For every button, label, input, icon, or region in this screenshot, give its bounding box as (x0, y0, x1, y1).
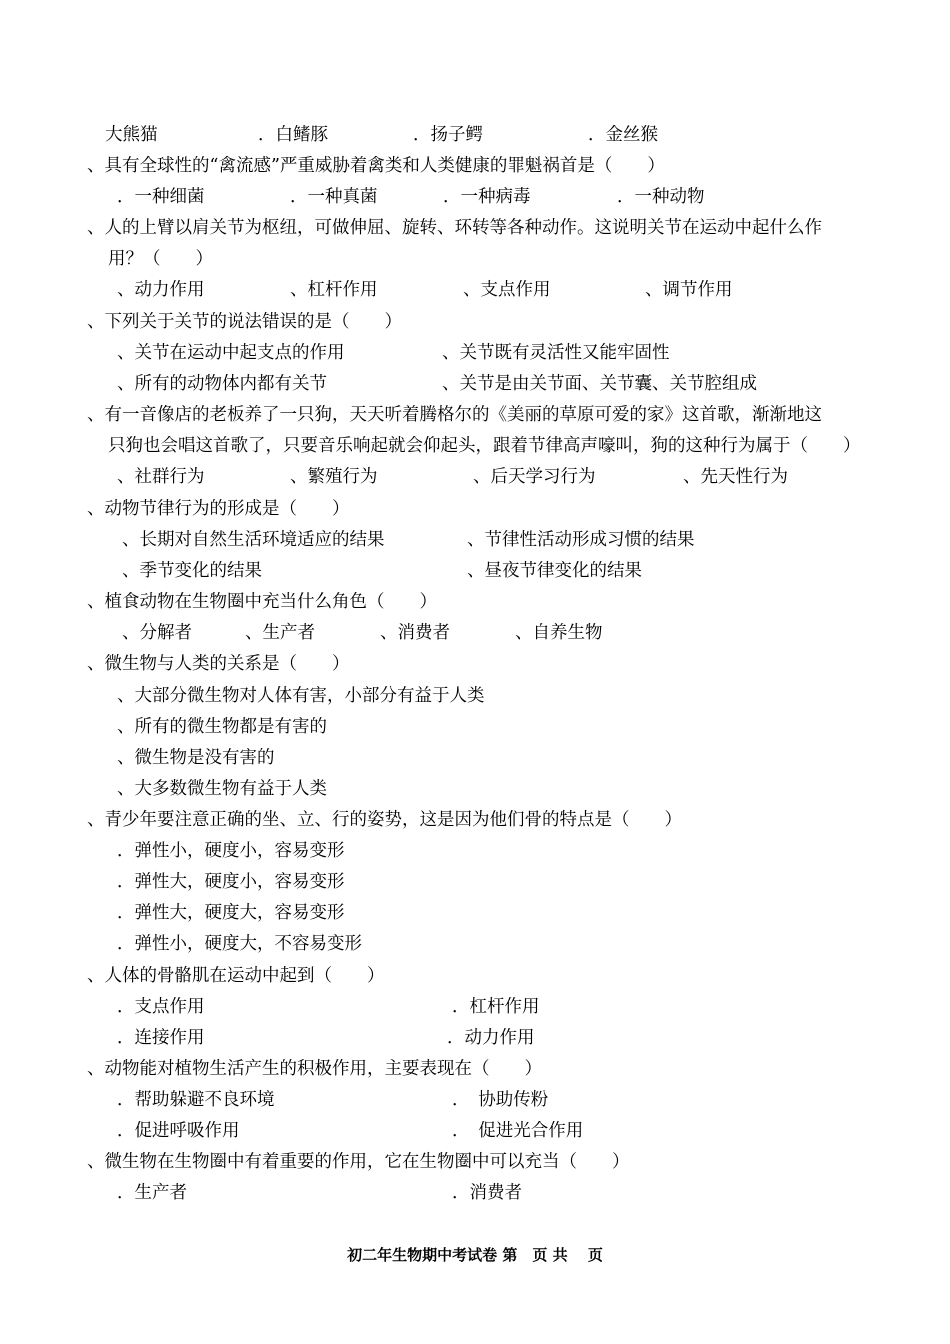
q7-option-c: 、微生物是没有害的 (117, 748, 275, 768)
q5-stem: 、动物节律行为的形成是（ ） (87, 499, 350, 519)
q5-option-d: 、昼夜节律变化的结果 (467, 561, 642, 581)
q9-option-b: ．杠杆作用 (452, 997, 540, 1017)
q9-stem: 、人体的骨骼肌在运动中起到（ ） (87, 966, 385, 986)
q5-option-a: 、长期对自然生活环境适应的结果 (122, 530, 385, 550)
q2-stem-cont: 用？（ ） (108, 249, 213, 269)
q4-option-a: 、社群行为 (117, 467, 205, 487)
page-footer: 初二年生物期中考试卷 第 页 共 页 (347, 1246, 603, 1264)
q8-option-a: ．弹性小，硬度小，容易变形 (117, 841, 345, 861)
q1-option-a: ．一种细菌 (117, 187, 205, 207)
q10-option-b: ． 协助传粉 (452, 1090, 549, 1110)
q7-option-a: 、大部分微生物对人体有害，小部分有益于人类 (117, 686, 485, 706)
q6-option-c: 、消费者 (380, 623, 450, 643)
q9-option-c: ．连接作用 (117, 1028, 205, 1048)
q8-option-b: ．弹性大，硬度小，容易变形 (117, 872, 345, 892)
q11-option-b: ．消费者 (452, 1183, 522, 1203)
q2-option-c: 、支点作用 (463, 280, 551, 300)
q8-option-c: ．弹性大，硬度大，容易变形 (117, 903, 345, 923)
q4-stem: 、有一音像店的老板养了一只狗，天天听着腾格尔的《美丽的草原可爱的家》这首歌，渐渐地这 (87, 405, 822, 425)
q3-option-c: 、所有的动物体内都有关节 (117, 374, 327, 394)
q0-option-b: ．白鳍豚 (258, 125, 328, 145)
q6-option-d: 、自养生物 (515, 623, 603, 643)
q1-option-d: ．一种动物 (617, 187, 705, 207)
q5-option-c: 、季节变化的结果 (122, 561, 262, 581)
q2-option-a: 、动力作用 (117, 280, 205, 300)
q9-option-a: ．支点作用 (117, 997, 205, 1017)
q4-option-c: 、后天学习行为 (473, 467, 596, 487)
q7-option-d: 、大多数微生物有益于人类 (117, 779, 327, 799)
q1-option-c: ．一种病毒 (443, 187, 531, 207)
q5-option-b: 、节律性活动形成习惯的结果 (467, 530, 695, 550)
q11-stem: 、微生物在生物圈中有着重要的作用，它在生物圈中可以充当（ ） (87, 1152, 630, 1172)
q7-option-b: 、所有的微生物都是有害的 (117, 717, 327, 737)
q10-option-d: ． 促进光合作用 (452, 1121, 584, 1141)
q0-option-c: ．扬子鳄 (413, 125, 483, 145)
q6-stem: 、植食动物在生物圈中充当什么角色（ ） (87, 592, 437, 612)
q3-option-a: 、关节在运动中起支点的作用 (117, 343, 345, 363)
q0-option-d: ．金丝猴 (588, 125, 658, 145)
q6-option-b: 、生产者 (245, 623, 315, 643)
q3-stem: 、下列关于关节的说法错误的是（ ） (87, 312, 402, 332)
q4-option-b: 、繁殖行为 (290, 467, 378, 487)
q6-option-a: 、分解者 (122, 623, 192, 643)
q10-stem: 、动物能对植物生活产生的积极作用，主要表现在（ ） (87, 1059, 542, 1079)
q8-stem: 、青少年要注意正确的坐、立、行的姿势，这是因为他们骨的特点是（ ） (87, 810, 682, 830)
q4-option-d: 、先天性行为 (683, 467, 788, 487)
q2-stem: 、人的上臂以肩关节为枢纽，可做伸屈、旋转、环转等各种动作。这说明关节在运动中起什么作 (87, 218, 822, 238)
q4-stem-cont: 只狗也会唱这首歌了，只要音乐响起就会仰起头，跟着节律高声嚎叫，狗的这种行为属于（ ） (108, 436, 861, 456)
q1-stem: 、具有全球性的“禽流感”严重威胁着禽类和人类健康的罪魁祸首是（ ） (87, 156, 665, 176)
q9-option-d: ．动力作用 (447, 1028, 535, 1048)
q0-option-a: 大熊猫 (105, 125, 158, 145)
q3-option-b: 、关节既有灵活性又能牢固性 (442, 343, 670, 363)
q10-option-a: ．帮助躲避不良环境 (117, 1090, 275, 1110)
q2-option-d: 、调节作用 (645, 280, 733, 300)
q7-stem: 、微生物与人类的关系是（ ） (87, 654, 350, 674)
q11-option-a: ．生产者 (117, 1183, 187, 1203)
q3-option-d: 、关节是由关节面、关节囊、关节腔组成 (442, 374, 757, 394)
q2-option-b: 、杠杆作用 (290, 280, 378, 300)
q1-option-b: ．一种真菌 (290, 187, 378, 207)
q10-option-c: ．促进呼吸作用 (117, 1121, 240, 1141)
q8-option-d: ．弹性小，硬度大，不容易变形 (117, 934, 362, 954)
